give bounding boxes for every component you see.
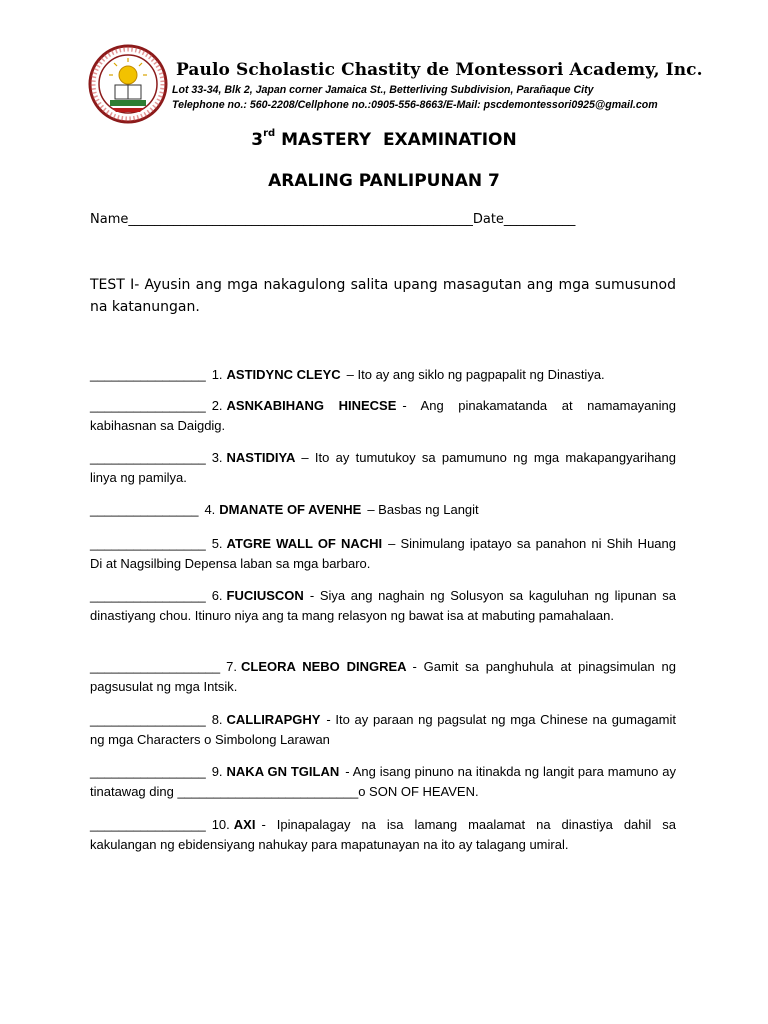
scrambled-word: AXI — [233, 817, 256, 832]
exam-title-text: MASTERY EXAMINATION — [275, 130, 517, 150]
question-text: - Ang isang pinuno na itinakda ng langit para mamuno ay tinatawag ding _________________________o SON OF HEAVEN. — [90, 764, 676, 799]
question-item — [90, 586, 676, 626]
question-text: – Ito ay ang siklo ng pagpapalit ng Dinastiya. — [346, 367, 605, 382]
school-address: Lot 33-34, Blk 2, Japan corner Jamaica St., Betterliving Subdivision, Parañaque City — [172, 84, 594, 96]
scrambled-word: CLEORA NEBO DINGREA — [240, 659, 407, 674]
answer-blank[interactable]: ________________ — [90, 588, 206, 603]
question-item — [90, 762, 676, 802]
question-number: 4. — [204, 502, 216, 517]
question-item — [90, 710, 676, 750]
answer-blank[interactable]: ________________ — [90, 398, 206, 413]
question-number: 2. — [211, 398, 223, 413]
question-text: – Sinimulang ipatayo sa panahon ni Shih Huang Di at Nagsilbing Depensa laban sa mga barbaro. — [90, 536, 676, 571]
question-item — [90, 534, 676, 574]
question-number: 6. — [211, 588, 223, 603]
name-date-field[interactable]: Name_____________________________________________________Date___________ — [90, 212, 576, 227]
answer-blank[interactable]: ________________ — [90, 536, 206, 551]
question-number: 1. — [211, 367, 223, 382]
question-item — [90, 815, 676, 855]
scrambled-word: DMANATE OF AVENHE — [219, 502, 362, 517]
school-seal-icon — [88, 44, 168, 124]
scrambled-word: ASTIDYNC CLEYC — [226, 367, 341, 382]
question-item — [90, 365, 676, 385]
question-number: 5. — [211, 536, 223, 551]
question-number: 7. — [226, 659, 237, 674]
scrambled-word: NAKA GN TGILAN — [226, 764, 340, 779]
question-text: – Ito ay tumutukoy sa pamumuno ng mga makapangyarihang linya ng pamilya. — [90, 450, 676, 485]
scrambled-word: ATGRE WALL OF NACHI — [226, 536, 383, 551]
scrambled-word: ASNKABIHANG HINECSE — [226, 398, 397, 413]
question-item — [90, 448, 676, 488]
scrambled-word: CALLIRAPGHY — [226, 712, 321, 727]
scrambled-word: NASTIDIYA — [226, 450, 296, 465]
question-item — [90, 396, 676, 436]
question-text: - Ipinapalagay na isa lamang maalamat na dinastiya dahil sa kakulangan ng ebidensiyang nahukay para mapatunayan na ito ay talagang umiral. — [90, 817, 676, 852]
school-header — [88, 44, 703, 134]
answer-blank[interactable]: __________________ — [90, 659, 221, 674]
answer-blank[interactable]: ________________ — [90, 712, 206, 727]
question-number: 8. — [211, 712, 223, 727]
exam-ordinal: 3 — [251, 130, 264, 150]
school-contact: Telephone no.: 560-2208/Cellphone no.:0905-556-8663/E-Mail: pscdemontessori0925@gmail.com — [172, 99, 658, 111]
test-heading: TEST I- Ayusin ang mga nakagulong salita upang masagutan ang mga sumusunod na katanungan. — [90, 277, 676, 315]
exam-subject: ARALING PANLIPUNAN 7 — [268, 171, 500, 191]
exam-title — [0, 130, 768, 150]
scrambled-word: FUCIUSCON — [226, 588, 304, 603]
question-text: - Ang pinakamatanda at namamayaning kabihasnan sa Daigdig. — [90, 398, 676, 433]
question-text: - Gamit sa panghuhula at pinagsimulan ng pagsusulat ng mga Intsik. — [90, 659, 677, 694]
question-text: - Ito ay paraan ng pagsulat ng mga Chinese na gumagamit ng mga Characters o Simbolong Larawan — [90, 712, 676, 747]
answer-blank[interactable]: ________________ — [90, 817, 206, 832]
question-item — [90, 657, 676, 697]
answer-blank[interactable]: ________________ — [90, 764, 206, 779]
question-number: 10. — [211, 817, 230, 832]
question-number: 9. — [211, 764, 223, 779]
exam-ordinal-suffix: rd — [263, 128, 276, 140]
answer-blank[interactable]: ________________ — [90, 367, 206, 382]
question-text: – Basbas ng Langit — [367, 502, 479, 517]
question-item — [90, 500, 676, 520]
answer-blank[interactable]: _______________ — [90, 502, 199, 517]
question-text: - Siya ang naghain ng Solusyon sa kaguluhan ng lipunan sa dinastiyang chou. Itinuro niya ang ta mang relasyon ng bawat isa at mabuting pamahalaan. — [90, 588, 676, 623]
answer-blank[interactable]: ________________ — [90, 450, 206, 465]
school-name: Paulo Scholastic Chastity de Montessori Academy, Inc. — [176, 60, 703, 80]
question-number: 3. — [211, 450, 223, 465]
